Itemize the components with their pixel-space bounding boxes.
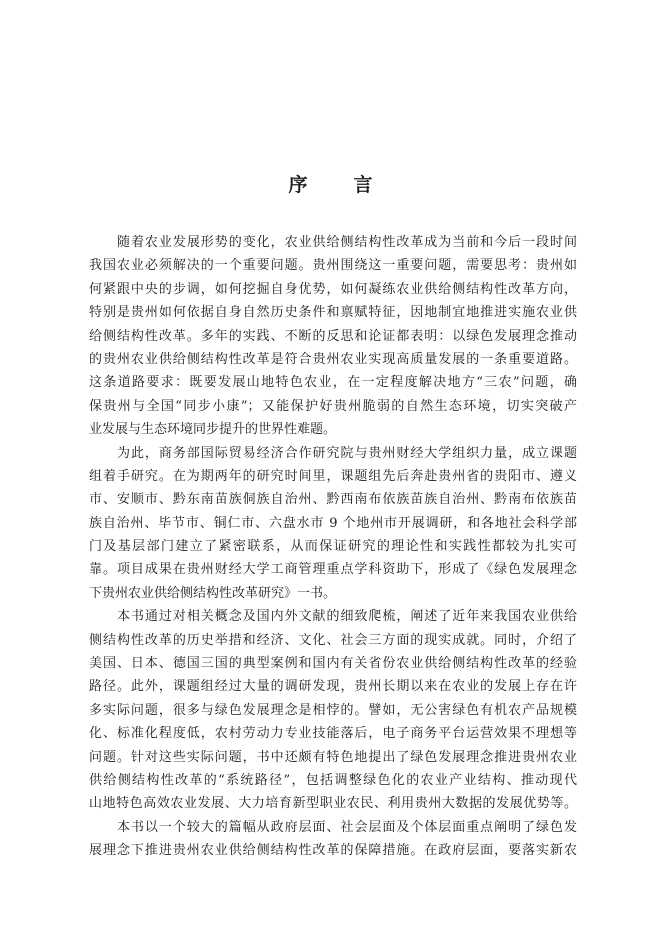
text-line: 问题。针对这些实际问题，书中还颇有特色地提出了绿色发展理念推进贵州农业 — [89, 749, 577, 765]
preface-body — [89, 231, 577, 863]
text-line: 市、安顺市、黔东南苗族侗族自治州、黔西南布依族苗族自治州、黔南布依族苗 — [89, 492, 577, 508]
text-line: 路径。此外，课题组经过大量的调研发现，贵州长期以来在农业的发展上存在许 — [89, 679, 577, 695]
text-line: 特别是贵州如何依据自身自然历史条件和禀赋特征，因地制宜地推进实施农业供 — [89, 305, 577, 321]
text-line: 美国、日本、德国三国的典型案例和国内有关省份农业供给侧结构性改革的经验 — [89, 656, 577, 672]
text-line: 族自治州、毕节市、铜仁市、六盘水市 9 个地州市开展调研，和各地社会科学部 — [89, 515, 577, 531]
page-title: 序言 — [288, 174, 419, 196]
text-line: 供给侧结构性改革的“系统路径”，包括调整绿色化的农业产业结构、推动现代 — [89, 772, 577, 788]
text-line: 何紧跟中央的步调，如何挖掘自身优势，如何凝练农业供给侧结构性改革方向， — [89, 281, 577, 297]
text-line: 给侧结构性改革。多年的实践、不断的反思和论证都表明：以绿色发展理念推动 — [89, 328, 577, 344]
text-line: 的贵州农业供给侧结构性改革是符合贵州农业实现高质量发展的一条重要道路。 — [89, 351, 577, 367]
text-line: 展理念下推进贵州农业供给侧结构性改革的保障措施。在政府层面，要落实新农 — [89, 843, 577, 859]
text-line: 为此，商务部国际贸易经济合作研究院与贵州财经大学组织力量，成立课题 — [117, 445, 577, 461]
text-line: 多实际问题，很多与绿色发展理念是相悖的。譬如，无公害绿色有机农产品规模 — [89, 702, 577, 718]
text-line: 业发展与生态环境同步提升的世界性难题。 — [89, 422, 337, 438]
text-line: 我国农业必须解决的一个重要问题。贵州围绕这一重要问题，需要思考：贵州如 — [89, 258, 577, 274]
text-line: 保贵州与全国“同步小康”；又能保护好贵州脆弱的自然生态环境，切实突破产 — [89, 398, 577, 414]
text-line: 山地特色高效农业发展、大力培育新型职业农民、利用贵州大数据的发展优势等。 — [89, 796, 577, 812]
text-line: 本书以一个较大的篇幅从政府层面、社会层面及个体层面重点阐明了绿色发 — [117, 819, 577, 835]
text-line: 靠。项目成果在贵州财经大学工商管理重点学科资助下，形成了《绿色发展理念 — [89, 562, 577, 578]
text-line: 组着手研究。在为期两年的研究时间里，课题组先后奔赴贵州省的贵阳市、遵义 — [89, 468, 577, 484]
text-line: 这条道路要求：既要发展山地特色农业，在一定程度解决地方“三农”问题，确 — [89, 375, 577, 391]
text-line: 下贵州农业供给侧结构性改革研究》一书。 — [89, 585, 337, 601]
text-line: 门及基层部门建立了紧密联系，从而保证研究的理论性和实践性都较为扎实可 — [89, 539, 577, 555]
text-line: 随着农业发展形势的变化，农业供给侧结构性改革成为当前和今后一段时间 — [117, 235, 577, 250]
text-line: 化、标准化程度低，农村劳动力专业技能落后，电子商务平台运营效果不理想等 — [89, 726, 577, 742]
text-line: 侧结构性改革的历史举措和经济、文化、社会三方面的现实成就。同时，介绍了 — [89, 632, 577, 648]
text-line: 本书通过对相关概念及国内外文献的细致爬梳，阐述了近年来我国农业供给 — [117, 609, 577, 625]
